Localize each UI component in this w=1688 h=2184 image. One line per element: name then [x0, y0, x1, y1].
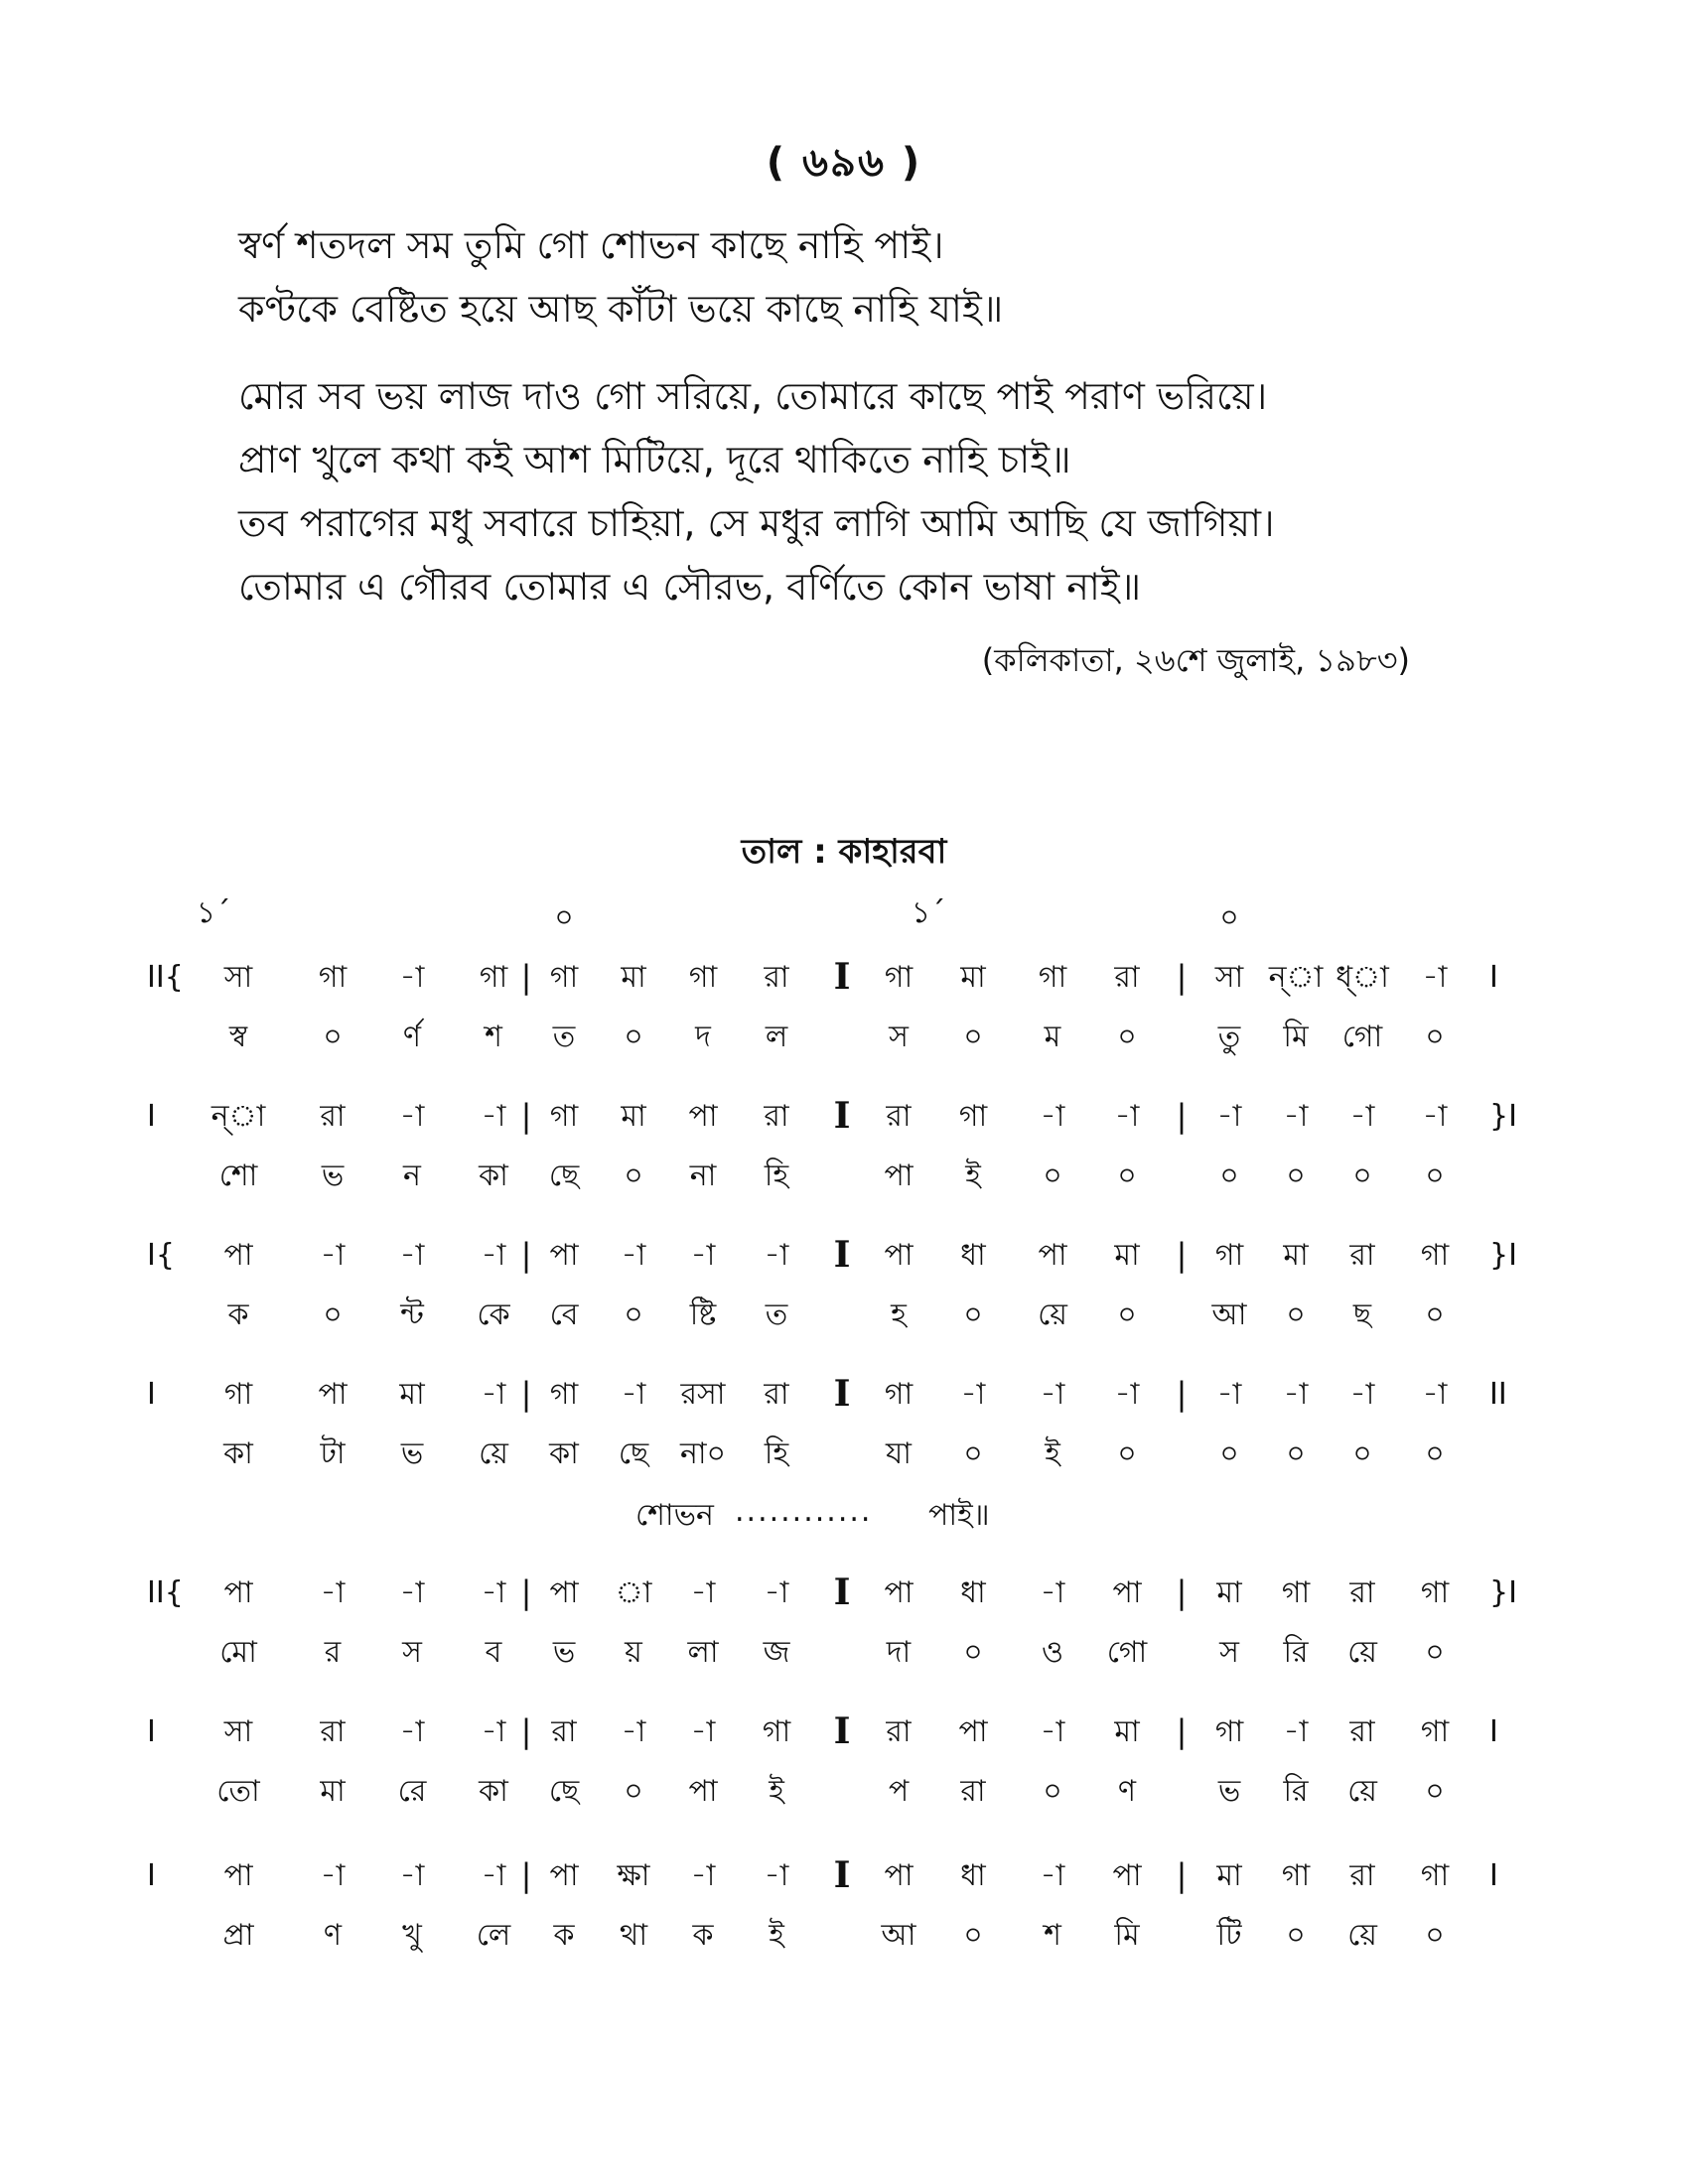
syllable-cell: য়ে [1347, 1774, 1377, 1809]
syllable-cell: ০ [1219, 1159, 1239, 1193]
syllable-cell: লে [476, 1918, 511, 1953]
syllable-cell: ০ [1425, 1020, 1445, 1054]
syllable-cell: ক [227, 1297, 249, 1332]
row-start-marker: I [147, 1377, 156, 1412]
note-cell: গা [1214, 1238, 1244, 1273]
syllable-cell: রে [397, 1774, 427, 1809]
note-cell: পা [318, 1377, 348, 1412]
note-cell: গা [884, 1377, 914, 1412]
bar-line-major: I [833, 956, 851, 998]
bar-line: | [520, 1236, 532, 1274]
place-date-credit: (কলিকাতা, ২৬শে জুলাই, ১৯৮৩) [981, 641, 1410, 679]
note-cell: রা [1114, 960, 1140, 995]
syllable-cell: য়ে [1347, 1918, 1377, 1953]
note-cell: -া [690, 1238, 716, 1273]
bar-line-major: I [833, 1234, 851, 1276]
syllable-cell: ভ [400, 1436, 424, 1471]
bar-line: | [520, 1375, 532, 1413]
syllable-cell: না০ [679, 1436, 727, 1471]
row-start-marker: I [147, 1099, 156, 1134]
note-cell: -া [1422, 1099, 1448, 1134]
syllable-cell: ০ [323, 1020, 343, 1054]
note-cell: গা [1420, 1858, 1450, 1893]
syllable-cell: ০ [1425, 1918, 1445, 1953]
note-cell: -া [1216, 1099, 1242, 1134]
syllable-cell: রা [960, 1774, 986, 1809]
note-cell: পা [549, 1858, 579, 1893]
note-cell: পা [884, 1238, 914, 1273]
note-cell: -া [621, 1377, 646, 1412]
syllable-cell: ছে [618, 1436, 649, 1471]
bar-line: | [1176, 1856, 1188, 1894]
syllable-cell: ছে [548, 1159, 580, 1193]
note-cell: মা [1216, 1858, 1242, 1893]
note-cell: রা [1349, 1714, 1375, 1749]
note-cell: পা [223, 1858, 253, 1893]
note-cell: মা [621, 1099, 646, 1134]
bar-line-major: I [833, 1373, 851, 1415]
note-cell: -া [1283, 1099, 1309, 1134]
note-cell: গা [1420, 1238, 1450, 1273]
note-cell: -া [399, 1099, 425, 1134]
row-end-marker: I [1489, 1858, 1498, 1893]
syllable-cell: ০ [1352, 1159, 1372, 1193]
note-cell: ন্া [1268, 960, 1324, 995]
note-cell: ন্া [211, 1099, 266, 1134]
note-cell: -া [399, 1575, 425, 1610]
bar-line-major: I [833, 1710, 851, 1752]
syllable-cell: মি [1283, 1020, 1309, 1054]
note-cell: -া [960, 1377, 986, 1412]
note-cell: -া [481, 1238, 506, 1273]
syllable-cell: ন্ট [400, 1297, 424, 1332]
syllable-cell: পা [884, 1159, 914, 1193]
syllable-cell: ০ [1286, 1159, 1306, 1193]
note-cell: -া [621, 1714, 646, 1749]
note-cell: -া [1283, 1714, 1309, 1749]
syllable-cell: ষ্টি [689, 1297, 717, 1332]
note-cell: সা [223, 960, 253, 995]
note-cell: গা [549, 1377, 579, 1412]
row-start-marker: II{ [147, 1575, 184, 1610]
bar-line: | [520, 1856, 532, 1894]
syllable-cell: ক [553, 1918, 575, 1953]
bar-line: | [1176, 1375, 1188, 1413]
note-cell: -া [481, 1099, 506, 1134]
bar-line: | [520, 1712, 532, 1750]
syllable-cell: যা [886, 1436, 912, 1471]
note-cell: -া [1283, 1377, 1309, 1412]
note-cell: -া [690, 1714, 716, 1749]
row-end-marker: I [1489, 1714, 1498, 1749]
syllable-cell: ই [769, 1918, 784, 1953]
syllable-cell: ০ [624, 1159, 643, 1193]
note-cell: -া [481, 1575, 506, 1610]
row-end-marker: }I [1489, 1575, 1517, 1610]
note-cell: পা [884, 1858, 914, 1893]
syllable-cell: ণ [323, 1918, 343, 1953]
note-cell: রা [1349, 1858, 1375, 1893]
lyric-line: মোর সব ভয় লাজ দাও গো সরিয়ে, তোমারে কাছে পাই পরাণ ভরিয়ে। [238, 374, 1268, 418]
syllable-cell: ০ [624, 1774, 643, 1809]
note-cell: গা [1420, 1714, 1450, 1749]
note-cell: পা [1112, 1575, 1142, 1610]
note-cell: -া [399, 1714, 425, 1749]
note-cell: রা [886, 1099, 912, 1134]
beat-mark: ০ [1219, 900, 1239, 935]
syllable-cell: মা [320, 1774, 346, 1809]
syllable-cell: ০ [1425, 1297, 1445, 1332]
note-cell: -া [399, 1858, 425, 1893]
bar-line-major: I [833, 1571, 851, 1613]
syllable-cell: কা [479, 1159, 508, 1193]
syllable-cell: ০ [963, 1020, 983, 1054]
note-cell: -া [481, 1377, 506, 1412]
syllable-cell: স্ব [228, 1020, 248, 1054]
note-cell: রা [320, 1099, 346, 1134]
syllable-cell: য় [625, 1635, 642, 1670]
note-cell: -া [1040, 1377, 1065, 1412]
note-cell: রা [320, 1714, 346, 1749]
note-cell: গা [549, 1099, 579, 1134]
syllable-cell: গো [1106, 1635, 1148, 1670]
note-cell: -া [320, 1858, 346, 1893]
syllable-cell: হি [764, 1436, 789, 1471]
syllable-cell: ভ [1217, 1774, 1241, 1809]
row-end-marker: I [1489, 960, 1498, 995]
note-cell: গা [958, 1099, 988, 1134]
note-cell: পা [549, 1575, 579, 1610]
refrain-dots: ............ [735, 1494, 873, 1529]
syllable-cell: ম [1044, 1020, 1061, 1054]
syllable-cell: বে [549, 1297, 579, 1332]
note-cell: ধা [960, 1575, 986, 1610]
syllable-cell: মো [219, 1635, 257, 1670]
note-cell: -া [1040, 1858, 1065, 1893]
syllable-cell: পা [688, 1774, 718, 1809]
note-cell: -া [320, 1575, 346, 1610]
syllable-cell: কা [223, 1436, 253, 1471]
syllable-cell: ০ [963, 1918, 983, 1953]
bar-line-major: I [833, 1854, 851, 1896]
tala-title: তাল : কাহারবা [741, 832, 947, 872]
syllable-cell: খু [402, 1918, 422, 1953]
lyric-line: তোমার এ গৌরব তোমার এ সৌরভ, বর্ণিতে কোন ভাষা নাই॥ [238, 565, 1142, 609]
syllable-cell: কা [479, 1774, 508, 1809]
note-cell: মা [1114, 1714, 1140, 1749]
note-cell: ধ্া [1336, 960, 1389, 995]
syllable-cell: দ [695, 1020, 711, 1054]
syllable-cell: কা [549, 1436, 579, 1471]
note-cell: ধা [960, 1238, 986, 1273]
syllable-cell: ০ [1117, 1297, 1137, 1332]
note-cell: পা [549, 1238, 579, 1273]
note-cell: -া [1349, 1099, 1375, 1134]
row-end-marker: II [1489, 1377, 1507, 1412]
note-cell: পা [958, 1714, 988, 1749]
note-cell: গা [479, 960, 508, 995]
note-cell: -া [621, 1238, 646, 1273]
bar-line: | [520, 958, 532, 996]
syllable-cell: ০ [624, 1297, 643, 1332]
note-cell: মা [1216, 1575, 1242, 1610]
note-cell: পা [223, 1575, 253, 1610]
syllable-cell: র [324, 1635, 342, 1670]
syllable-cell: গো [1341, 1020, 1383, 1054]
note-cell: রসা [680, 1377, 726, 1412]
note-cell: গা [318, 960, 348, 995]
note-cell: গা [762, 1714, 791, 1749]
note-cell: -া [764, 1238, 789, 1273]
syllable-cell: ০ [1117, 1159, 1137, 1193]
note-cell: সা [223, 1714, 253, 1749]
note-cell: া [615, 1575, 652, 1610]
bar-line: | [1176, 1097, 1188, 1135]
note-cell: -া [1216, 1377, 1242, 1412]
note-cell: রা [764, 1377, 789, 1412]
syllable-cell: ব [485, 1635, 502, 1670]
syllable-cell: ০ [1043, 1774, 1062, 1809]
syllable-cell: ০ [1043, 1159, 1062, 1193]
row-end-marker: }I [1489, 1238, 1517, 1273]
syllable-cell: শ [485, 1020, 502, 1054]
bar-line: | [1176, 1573, 1188, 1611]
lyric-line: তব পরাগের মধু সবারে চাহিয়া, সে মধুর লাগি আমি আছি যে জাগিয়া। [238, 501, 1275, 545]
syllable-cell: থা [619, 1918, 648, 1953]
note-cell: গা [223, 1377, 253, 1412]
note-cell: -া [1349, 1377, 1375, 1412]
syllable-cell: ০ [1219, 1436, 1239, 1471]
refrain-start: শোভন [635, 1498, 714, 1533]
note-cell: -া [1422, 1377, 1448, 1412]
note-cell: -া [764, 1575, 789, 1610]
note-cell: রা [764, 1099, 789, 1134]
syllable-cell: রি [1283, 1774, 1309, 1809]
note-cell: -া [1040, 1099, 1065, 1134]
note-cell: মা [1114, 1238, 1140, 1273]
bar-line: | [1176, 958, 1188, 996]
beat-mark: ১´ [911, 895, 946, 930]
note-cell: -া [1114, 1377, 1140, 1412]
syllable-cell: আ [881, 1918, 916, 1953]
note-cell: রা [886, 1714, 912, 1749]
note-cell: -া [481, 1714, 506, 1749]
syllable-cell: ০ [1117, 1436, 1137, 1471]
syllable-cell: শ [1044, 1918, 1061, 1953]
syllable-cell: স [889, 1020, 909, 1054]
syllable-cell: ০ [1117, 1020, 1137, 1054]
note-cell: গা [549, 960, 579, 995]
syllable-cell: ল [765, 1020, 788, 1054]
note-cell: ক্ষা [617, 1858, 650, 1893]
note-cell: রা [1349, 1575, 1375, 1610]
bar-line-major: I [833, 1095, 851, 1137]
syllable-cell: ০ [1425, 1436, 1445, 1471]
note-cell: গা [1420, 1575, 1450, 1610]
syllable-cell: ভ [321, 1159, 345, 1193]
syllable-cell: ০ [1352, 1436, 1372, 1471]
syllable-cell: য়ে [479, 1436, 508, 1471]
page-number: ( ৬৯৬ ) [766, 140, 922, 186]
note-cell: -া [690, 1575, 716, 1610]
syllable-cell: ০ [963, 1635, 983, 1670]
note-cell: রা [764, 960, 789, 995]
syllable-cell: ছে [548, 1774, 580, 1809]
note-cell: মা [960, 960, 986, 995]
syllable-cell: ০ [624, 1020, 643, 1054]
note-cell: মা [621, 960, 646, 995]
lyric-line: স্বর্ণ শতদল সম তুমি গো শোভন কাছে নাহি পাই। [238, 223, 944, 267]
note-cell: মা [399, 1377, 425, 1412]
syllable-cell: আ [1211, 1297, 1247, 1332]
row-start-marker: I [147, 1858, 156, 1893]
syllable-cell: ০ [963, 1436, 983, 1471]
syllable-cell: প [888, 1774, 910, 1809]
note-cell: গা [1038, 960, 1067, 995]
note-cell: সা [1214, 960, 1244, 995]
syllable-cell: ভ [552, 1635, 576, 1670]
syllable-cell: ০ [1286, 1436, 1306, 1471]
row-start-marker: I{ [147, 1238, 175, 1273]
lyric-line: প্রাণ খুলে কথা কই আশ মিটিয়ে, দূরে থাকিতে নাহি চাই॥ [238, 438, 1071, 481]
syllable-cell: ই [1045, 1436, 1060, 1471]
note-cell: পা [688, 1099, 718, 1134]
note-cell: ধা [960, 1858, 986, 1893]
note-cell: -া [320, 1238, 346, 1273]
syllable-cell: ক [692, 1918, 714, 1953]
row-start-marker: II{ [147, 960, 184, 995]
syllable-cell: হ [891, 1297, 907, 1332]
syllable-cell: দা [886, 1635, 912, 1670]
note-cell: গা [1281, 1858, 1311, 1893]
syllable-cell: টা [320, 1436, 346, 1471]
bar-line: | [520, 1573, 532, 1611]
syllable-cell: জ [763, 1635, 790, 1670]
note-cell: পা [1112, 1858, 1142, 1893]
syllable-cell: না [689, 1159, 717, 1193]
note-cell: মা [1283, 1238, 1309, 1273]
syllable-cell: তো [216, 1774, 260, 1809]
refrain-end: পাই॥ [928, 1498, 990, 1533]
beat-mark: ১´ [196, 895, 231, 930]
bar-line: | [1176, 1712, 1188, 1750]
note-cell: -া [1422, 960, 1448, 995]
note-cell: -া [1040, 1575, 1065, 1610]
syllable-cell: ত [765, 1297, 788, 1332]
syllable-cell: ০ [1425, 1159, 1445, 1193]
note-cell: পা [884, 1575, 914, 1610]
syllable-cell: ই [769, 1774, 784, 1809]
syllable-cell: ০ [1425, 1774, 1445, 1809]
syllable-cell: স [1219, 1635, 1239, 1670]
syllable-cell: ০ [963, 1297, 983, 1332]
syllable-cell: ত [552, 1020, 576, 1054]
bar-line: | [1176, 1236, 1188, 1274]
syllable-cell: য়ে [1347, 1635, 1377, 1670]
syllable-cell: তু [1217, 1020, 1241, 1054]
syllable-cell: স [402, 1635, 422, 1670]
beat-mark: ০ [554, 900, 574, 935]
syllable-cell: হি [764, 1159, 789, 1193]
note-cell: গা [1214, 1714, 1244, 1749]
note-cell: -া [1040, 1714, 1065, 1749]
syllable-cell: ০ [1286, 1918, 1306, 1953]
syllable-cell: মি [1114, 1918, 1140, 1953]
bar-line: | [520, 1097, 532, 1135]
note-cell: গা [884, 960, 914, 995]
syllable-cell: লা [687, 1635, 719, 1670]
syllable-cell: রি [1283, 1635, 1309, 1670]
row-start-marker: I [147, 1714, 156, 1749]
syllable-cell: ই [965, 1159, 981, 1193]
syllable-cell: ও [1041, 1635, 1064, 1670]
note-cell: -া [1114, 1099, 1140, 1134]
syllable-cell: ০ [1425, 1635, 1445, 1670]
note-cell: -া [399, 960, 425, 995]
syllable-cell: শো [218, 1159, 258, 1193]
syllable-cell: ০ [323, 1297, 343, 1332]
lyric-line: কণ্টকে বেষ্টিত হয়ে আছ কাঁটা ভয়ে কাছে নাহি যাই॥ [238, 287, 1004, 331]
syllable-cell: ০ [1286, 1297, 1306, 1332]
note-cell: পা [1038, 1238, 1067, 1273]
note-cell: গা [1281, 1575, 1311, 1610]
note-cell: -া [764, 1858, 789, 1893]
syllable-cell: র্ণ [402, 1020, 422, 1054]
syllable-cell: ন [403, 1159, 421, 1193]
syllable-cell: কে [477, 1297, 510, 1332]
syllable-cell: ণ [1117, 1774, 1137, 1809]
syllable-cell: প্রা [222, 1918, 254, 1953]
note-cell: রা [551, 1714, 577, 1749]
note-cell: -া [481, 1858, 506, 1893]
syllable-cell: টি [1216, 1918, 1242, 1953]
note-cell: গা [688, 960, 718, 995]
note-cell: পা [223, 1238, 253, 1273]
syllable-cell: ছ [1352, 1297, 1372, 1332]
note-cell: -া [690, 1858, 716, 1893]
note-cell: রা [1349, 1238, 1375, 1273]
note-cell: -া [399, 1238, 425, 1273]
syllable-cell: য়ে [1038, 1297, 1067, 1332]
row-end-marker: }I [1489, 1099, 1517, 1134]
